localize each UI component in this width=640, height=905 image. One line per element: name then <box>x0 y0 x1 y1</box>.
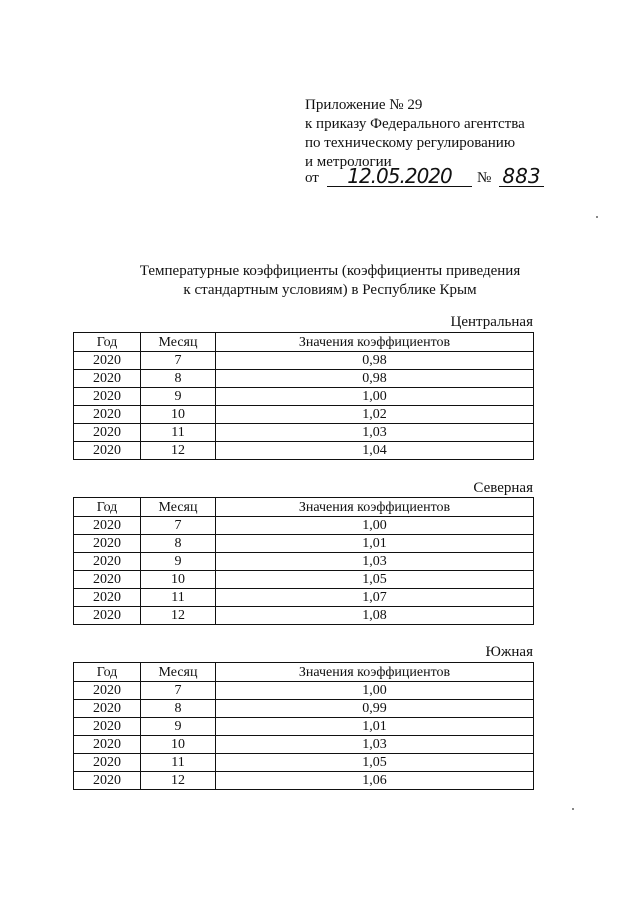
scan-speck <box>572 808 574 810</box>
cell-month: 12 <box>141 607 216 625</box>
table-row <box>74 682 534 700</box>
cell-month: 9 <box>141 388 216 406</box>
table-row <box>74 388 534 406</box>
cell-month: 10 <box>141 571 216 589</box>
cell-month: 12 <box>141 772 216 790</box>
coefficients-table-north <box>73 497 534 625</box>
column-header: Значения коэффициентов <box>216 663 534 682</box>
cell-year: 2020 <box>74 370 141 388</box>
cell-month: 8 <box>141 370 216 388</box>
table-row <box>74 370 534 388</box>
cell-month: 10 <box>141 736 216 754</box>
cell-year: 2020 <box>74 535 141 553</box>
column-header: Месяц <box>141 663 216 682</box>
cell-year: 2020 <box>74 352 141 370</box>
cell-month: 11 <box>141 589 216 607</box>
table-row <box>74 772 534 790</box>
table-row <box>74 718 534 736</box>
coefficients-table-south <box>73 662 534 790</box>
cell-value: 1,08 <box>216 607 534 625</box>
table-row <box>74 607 534 625</box>
cell-value: 1,01 <box>216 535 534 553</box>
cell-year: 2020 <box>74 718 141 736</box>
cell-value: 1,00 <box>216 517 534 535</box>
cell-year: 2020 <box>74 754 141 772</box>
region-label-south: Южная <box>485 644 533 660</box>
table-row <box>74 736 534 754</box>
document-title <box>100 262 560 300</box>
cell-value: 1,00 <box>216 682 534 700</box>
table-row <box>74 442 534 460</box>
cell-year: 2020 <box>74 388 141 406</box>
cell-value: 1,05 <box>216 571 534 589</box>
cell-month: 11 <box>141 424 216 442</box>
column-header: Месяц <box>141 498 216 517</box>
cell-year: 2020 <box>74 772 141 790</box>
table-header-row <box>74 498 534 517</box>
cell-month: 7 <box>141 517 216 535</box>
cell-month: 9 <box>141 553 216 571</box>
table-header-row <box>74 333 534 352</box>
table-row <box>74 553 534 571</box>
cell-month: 10 <box>141 406 216 424</box>
table-row <box>74 589 534 607</box>
region-label-central: Центральная <box>450 314 533 330</box>
cell-value: 1,00 <box>216 388 534 406</box>
date-prefix: от <box>305 170 319 186</box>
table-row <box>74 517 534 535</box>
cell-year: 2020 <box>74 553 141 571</box>
column-header: Значения коэффициентов <box>216 498 534 517</box>
cell-year: 2020 <box>74 571 141 589</box>
table-header-row <box>74 663 534 682</box>
column-header: Месяц <box>141 333 216 352</box>
cell-value: 1,04 <box>216 442 534 460</box>
cell-month: 8 <box>141 535 216 553</box>
appendix-header <box>305 96 525 172</box>
cell-year: 2020 <box>74 406 141 424</box>
scan-speck <box>596 216 598 218</box>
number-prefix: № <box>477 170 492 186</box>
table-row <box>74 352 534 370</box>
cell-month: 7 <box>141 352 216 370</box>
cell-year: 2020 <box>74 424 141 442</box>
title-line: к стандартным условиям) в Республике Крым <box>183 282 477 298</box>
cell-year: 2020 <box>74 589 141 607</box>
cell-value: 1,06 <box>216 772 534 790</box>
order-date-line <box>305 164 545 190</box>
cell-month: 9 <box>141 718 216 736</box>
cell-month: 7 <box>141 682 216 700</box>
region-label-north: Северная <box>473 480 533 496</box>
cell-year: 2020 <box>74 517 141 535</box>
coefficients-table-central <box>73 332 534 460</box>
cell-month: 12 <box>141 442 216 460</box>
cell-year: 2020 <box>74 607 141 625</box>
column-header: Год <box>74 333 141 352</box>
table-row <box>74 406 534 424</box>
cell-value: 1,03 <box>216 424 534 442</box>
cell-month: 8 <box>141 700 216 718</box>
cell-value: 1,01 <box>216 718 534 736</box>
table-row <box>74 700 534 718</box>
appendix-line: по техническому регулированию <box>305 135 516 151</box>
cell-year: 2020 <box>74 700 141 718</box>
column-header: Год <box>74 663 141 682</box>
appendix-line: Приложение № 29 <box>305 97 423 113</box>
appendix-line: и метрологии <box>305 154 392 170</box>
appendix-line: к приказу Федерального агентства <box>305 116 525 132</box>
cell-value: 1,05 <box>216 754 534 772</box>
table-row <box>74 424 534 442</box>
table-row <box>74 535 534 553</box>
cell-value: 0,98 <box>216 370 534 388</box>
table-row <box>74 571 534 589</box>
cell-year: 2020 <box>74 442 141 460</box>
column-header: Значения коэффициентов <box>216 333 534 352</box>
cell-value: 1,02 <box>216 406 534 424</box>
cell-year: 2020 <box>74 736 141 754</box>
table-row <box>74 754 534 772</box>
cell-value: 0,99 <box>216 700 534 718</box>
cell-value: 1,03 <box>216 553 534 571</box>
order-number: 883 <box>499 164 544 187</box>
column-header: Год <box>74 498 141 517</box>
cell-value: 0,98 <box>216 352 534 370</box>
cell-year: 2020 <box>74 682 141 700</box>
order-date: 12.05.2020 <box>327 164 472 187</box>
cell-value: 1,07 <box>216 589 534 607</box>
cell-month: 11 <box>141 754 216 772</box>
title-line: Температурные коэффициенты (коэффициенты приведения <box>139 263 521 279</box>
cell-value: 1,03 <box>216 736 534 754</box>
